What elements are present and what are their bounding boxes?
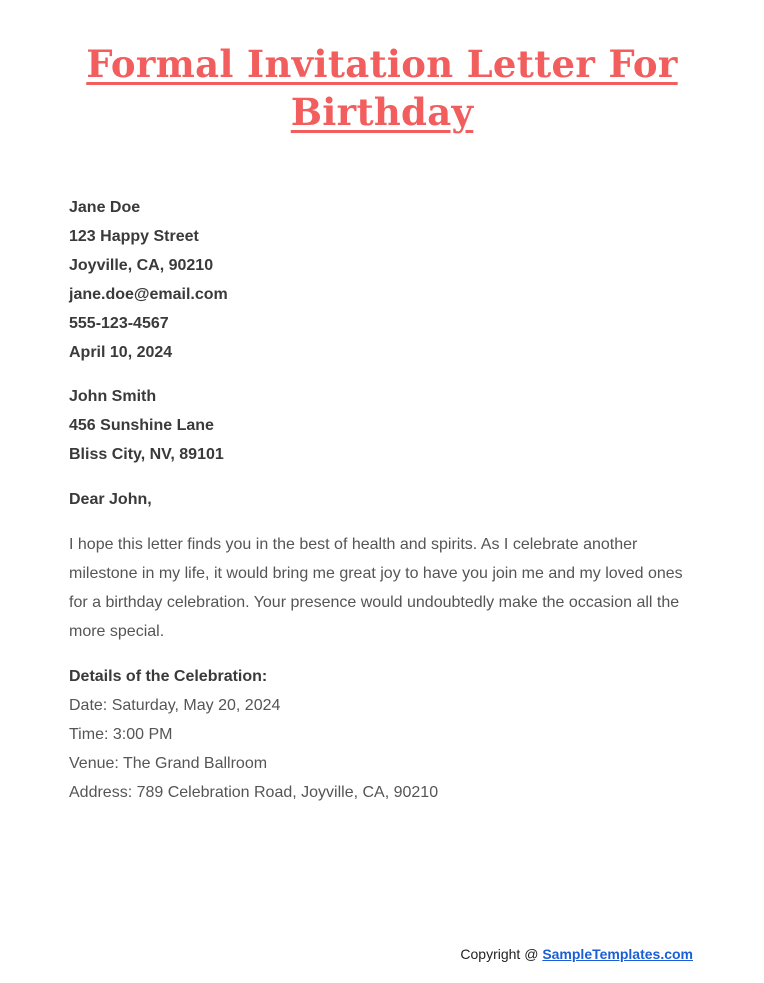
details-venue: Venue: The Grand Ballroom xyxy=(69,755,268,772)
sender-name: Jane Doe xyxy=(69,199,141,216)
sender-street: 123 Happy Street xyxy=(69,228,199,245)
sender-email: jane.doe@email.com xyxy=(69,286,228,303)
sender-phone: 555-123-4567 xyxy=(69,315,169,332)
details-heading: Details of the Celebration: xyxy=(69,668,268,685)
recipient-street: 456 Sunshine Lane xyxy=(69,417,214,434)
body-paragraph: I hope this letter finds you in the best of health and spirits. As I celebrate another milestone in my life, it would bring me great joy to have you join me and my loved ones for a birthday celebration. Your presence would undoubtedly make the occasion all the more special. xyxy=(69,536,683,640)
celebration-details xyxy=(69,662,699,807)
copyright-text: Copyright @ xyxy=(460,946,543,962)
footer xyxy=(460,946,693,962)
details-date: Date: Saturday, May 20, 2024 xyxy=(69,697,281,714)
details-address: Address: 789 Celebration Road, Joyville, CA, 90210 xyxy=(69,784,439,801)
letter-date: April 10, 2024 xyxy=(69,344,173,361)
sender-city: Joyville, CA, 90210 xyxy=(69,257,214,274)
page-title: Formal Invitation Letter For Birthday xyxy=(86,42,678,134)
sampletemplates-link[interactable]: SampleTemplates.com xyxy=(542,946,693,962)
details-time: Time: 3:00 PM xyxy=(69,726,173,743)
salutation: Dear John, xyxy=(69,491,152,508)
recipient-name: John Smith xyxy=(69,388,157,405)
recipient-city: Bliss City, NV, 89101 xyxy=(69,446,224,463)
recipient-address xyxy=(69,382,699,469)
sender-address xyxy=(69,193,699,367)
